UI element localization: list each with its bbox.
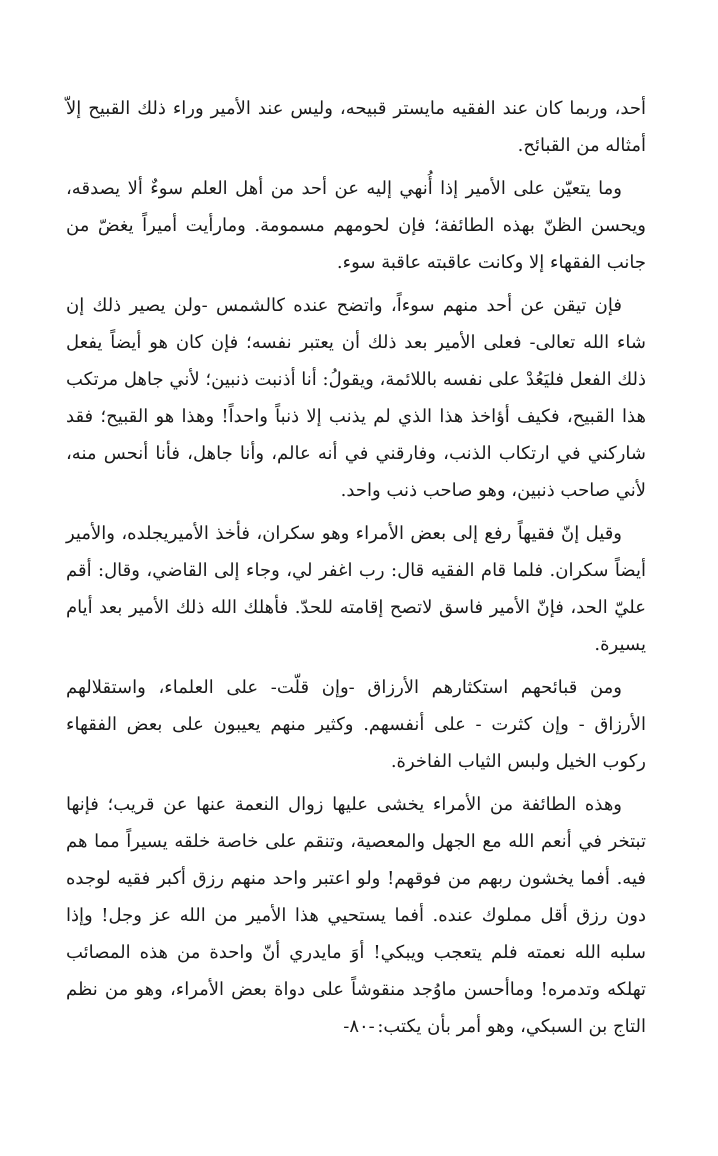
page-number: -٨٠- xyxy=(343,1016,375,1037)
paragraph-3: فإن تيقن عن أحد منهم سوءاً، واتضح عنده كالشمس -ولن يصير ذلك إن شاء الله تعالى- فعلى الأمير بعد ذلك أن يعتبر نفسه؛ فإن كان هو أيضاً يفعل ذلك الفعل فليَعُدْ على نفسه باللائمة، ويقولُ: أنا أذنبت ذنبين؛ لأني جاهل مرتكب هذا القبيح، فكيف أؤاخذ هذا الذي لم يذنب إلا ذنباً واحداً! وهذا هو القبيح؛ فقد شاركني في ارتكاب الذنب، وفارقني في أنه عالم، وأنا جاهل، فأنا أنحس منه، لأني صاحب ذنبين، وهو صاحب ذنب واحد. xyxy=(66,295,646,501)
paragraph-5: ومن قبائحهم استكثارهم الأرزاق -وإن قلّت- على العلماء، واستقلالهم الأرزاق - وإن كثرت - على أنفسهم. وكثير منهم يعيبون على بعض الفقهاء ركوب الخيل ولبس الثياب الفاخرة. xyxy=(66,677,646,772)
paragraph-1: أحد، وربما كان عند الفقيه مايستر قبيحه، وليس عند الأمير وراء ذلك القبيح إلاّ أمثاله من القبائح. xyxy=(66,98,646,156)
paragraph-2: وما يتعيّن على الأمير إذا أُنهي إليه عن أحد من أهل العلم سوءٌ ألا يصدقه، ويحسن الظنّ بهذه الطائفة؛ فإن لحومهم مسمومة. ومارأيت أميراً يغضّ من جانب الفقهاء إلا وكانت عاقبته عاقبة سوء. xyxy=(66,178,646,273)
paragraph-4: وقيل إنّ فقيهاً رفع إلى بعض الأمراء وهو سكران، فأخذ الأميريجلده، والأمير أيضاً سكران. فلما قام الفقيه قال: رب اغفر لي، وجاء إلى القاضي، وقال: أقم عليّ الحد، فإنّ الأمير فاسق لاتصح إقامته للحدّ. فأهلك الله ذلك الأمير بعد أيام يسيرة. xyxy=(66,523,646,655)
paragraph-6: وهذه الطائفة من الأمراء يخشى عليها زوال النعمة عنها عن قريب؛ فإنها تبتخر في أنعم الله مع الجهل والمعصية، وتنقم على خاصة خلقه يسيراً مما هم فيه. أفما يخشون ربهم من فوقهم! ولو اعتبر واحد منهم رزق أكبر فقيه لوجده دون رزق أقل مملوك عنده. أفما يستحيي هذا الأمير من الله عز وجل! وإذا سلبه الله نعمته فلم يتعجب ويبكي! أوَ مايدري أنّ واحدة من هذه المصائب تهلكه وتدمره! وماأحسن ماوُجد منقوشاً على دواة بعض الأمراء، وهو من نظم التاج بن السبكي، وهو أمر بأن يكتب: xyxy=(66,794,646,1037)
page-body xyxy=(66,90,646,1051)
